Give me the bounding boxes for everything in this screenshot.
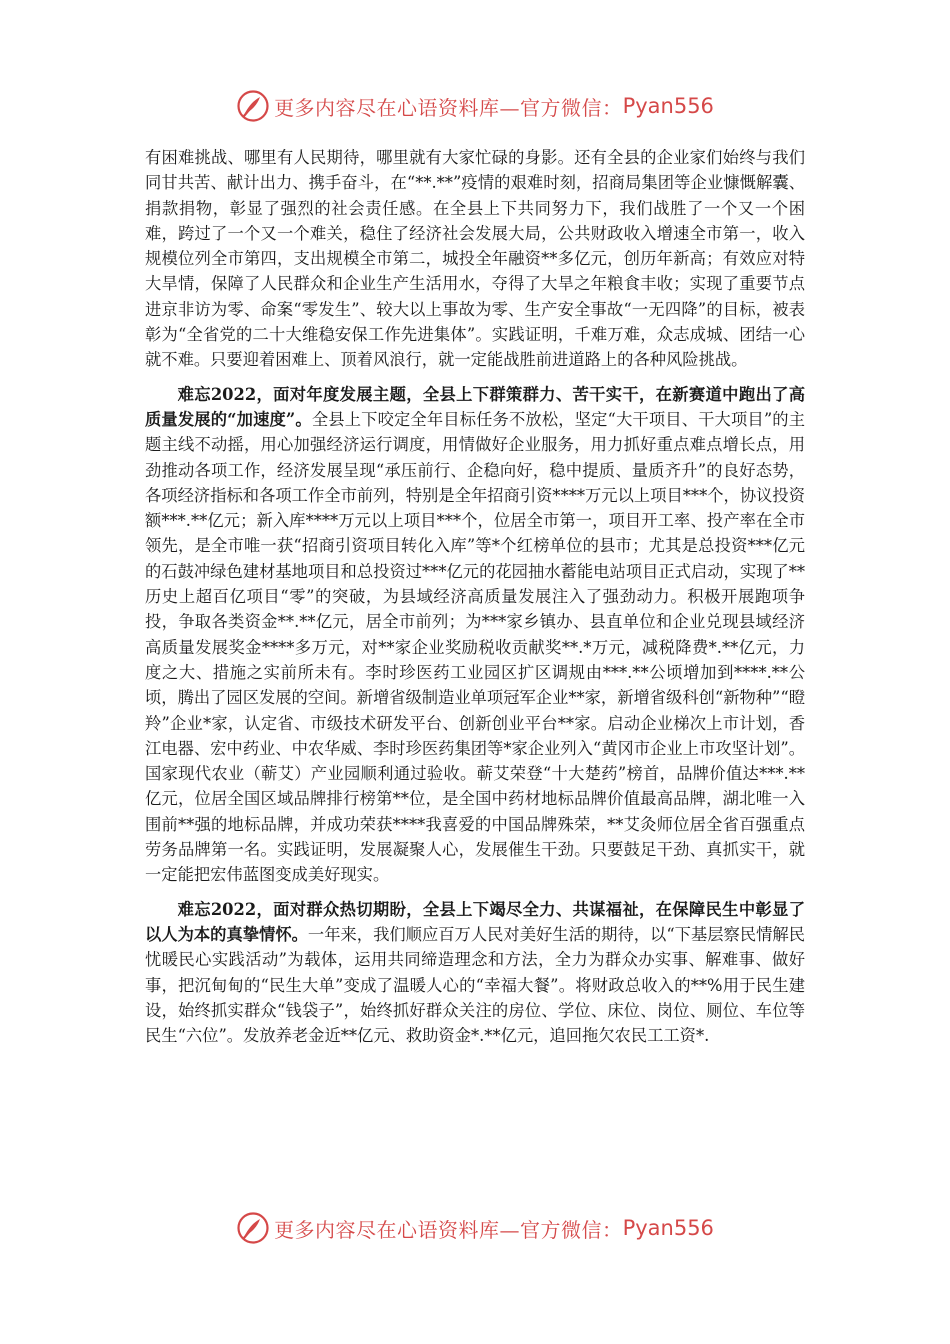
paragraph-2-lead: 难忘2022，面对年度发展主题，全县上下群策群力、苦干实干，在新赛道中跑出了高质量发展的“加速度”。 [145,384,805,429]
brand-logo-icon [236,89,270,123]
header-banner [0,84,950,128]
paragraph-3-body: 一年来，我们顺应百万人民对美好生活的期待，以“下基层察民情解民忧暖民心实践活动”为载体，运用共同缔造理念和方法，全力为群众办实事、解难事、做好事，把沉甸甸的“民生大单”变成了温暖人心的“幸福大餐”。将财政总收入的**%用于民生建设，始终抓实群众“钱袋子”，始终抓好群众关注的房位、学位、床位、岗位、厕位、车位等民生“六位”。发放养老金近**亿元、救助资金*.**亿元，追回拖欠农民工工资*. [145,924,805,1046]
paragraph-3 [145,897,805,1049]
header-banner-id: Pyan556 [622,94,714,118]
paragraph-2 [145,382,805,888]
footer-banner-text: 更多内容尽在心语资料库—官方微信： [274,1217,623,1242]
brand-logo-icon [236,1211,270,1245]
paragraph-1 [145,145,805,373]
paragraph-2-body: 全县上下咬定全年目标任务不放松，坚定“大干项目、干大项目”的主题主线不动摇，用心加强经济运行调度，用情做好企业服务，用力抓好重点难点增长点，用劲推动各项工作，经济发展呈现“承压前行、企稳向好，稳中提质、量质齐升”的良好态势，各项经济指标和各项工作全市前列，特别是全年招商引资****万元以上项目***个，协议投资额***.**亿元；新入库****万元以上项目***个，位居全市第一，项目开工率、投产率在全市领先，是全市唯一获“招商引资项目转化入库”等*个红榜单位的县市；尤其是总投资***亿元的石鼓冲绿色建材基地项目和总投资过***亿元的花园抽水蓄能电站项目正式启动，实现了**历史上超百亿项目“零”的突破，为县域经济高质量发展注入了强劲动力。积极开展跑项争投，争取各类资金**.**亿元，居全市前列；为***家乡镇办、县直单位和企业兑现县域经济高质量发展奖金****多万元，对**家企业奖励税收贡献奖**.*万元，减税降费*.**亿元，力度之大、措施之实前所未有。李时珍医药工业园区扩区调规由***.**公顷增加到****.**公顷，腾出了园区发展的空间。新增省级制造业单项冠军企业**家，新增省级科创“新物种”“瞪羚”企业*家，认定省、市级技术研发平台、创新创业平台**家。启动企业梯次上市计划，香江电器、宏中药业、中农华威、李时珍医药集团等*家企业列入“黄冈市企业上市攻坚计划”。国家现代农业（蕲艾）产业园顺利通过验收。蕲艾荣登“十大楚药”榜首，品牌价值达***.**亿元，位居全国区域品牌排行榜第**位，是全国中药材地标品牌价值最高品牌，湖北唯一入围前**强的地标品牌，并成功荣获****我喜爱的中国品牌殊荣，**艾灸师位居全省百强重点劳务品牌第一名。实践证明，发展凝聚人心，发展催生干劲。只要鼓足干劲、真抓实干，就一定能把宏伟蓝图变成美好现实。 [145,409,805,885]
footer-banner-id: Pyan556 [622,1216,714,1240]
document-body [145,145,805,1057]
footer-banner [0,1206,950,1250]
paragraph-3-lead: 难忘2022，面对群众热切期盼，全县上下竭尽全力、共谋福祉，在保障民生中彰显了以人为本的真挚情怀。 [145,899,805,944]
paragraph-1-body: 有困难挑战、哪里有人民期待，哪里就有大家忙碌的身影。还有全县的企业家们始终与我们同甘共苦、献计出力、携手奋斗，在“**.**”疫情的艰难时刻，招商局集团等企业慷慨解囊、捐款捐物，彰显了强烈的社会责任感。在全县上下共同努力下，我们战胜了一个又一个困难，跨过了一个又一个难关，稳住了经济社会发展大局，公共财政收入增速全市第一，收入规模位列全市第四，支出规模全市第二，城投全年融资**多亿元，创历年新高；有效应对特大旱情，保障了人民群众和企业生产生活用水，夺得了大旱之年粮食丰收；实现了重要节点进京非访为零、命案“零发生”、较大以上事故为零、生产安全事故“一无四降”的目标，被表彰为“全省党的二十大维稳安保工作先进集体”。实践证明，千难万难，众志成城、团结一心就不难。只要迎着困难上、顶着风浪行，就一定能战胜前进道路上的各种风险挑战。 [145,148,805,370]
header-banner-text: 更多内容尽在心语资料库—官方微信： [274,95,623,120]
